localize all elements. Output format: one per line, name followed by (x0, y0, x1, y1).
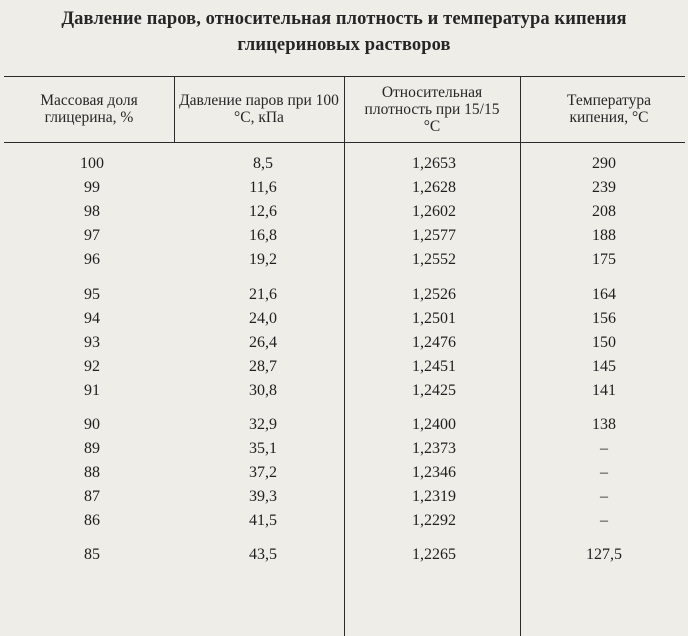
vapor-pressure-cell: 16,8 (249, 227, 277, 244)
mass-fraction-cell: 85 (84, 546, 100, 563)
table-row (4, 462, 685, 484)
mass-fraction-cell: 88 (84, 464, 100, 481)
relative-density-cell: 1,2400 (412, 416, 456, 433)
header-mass-fraction: Массовая доля глицерина, % (40, 92, 138, 126)
table-row (4, 284, 685, 306)
vapor-pressure-cell: 12,6 (249, 203, 277, 220)
mass-fraction-cell: 100 (80, 155, 104, 172)
relative-density-cell: 1,2476 (412, 334, 456, 351)
table-row (4, 414, 685, 436)
mass-fraction-cell: 87 (84, 488, 100, 505)
relative-density-cell: 1,2265 (412, 546, 456, 563)
vapor-pressure-cell: 24,0 (249, 310, 277, 327)
glycerin-table (4, 76, 685, 636)
mass-fraction-cell: 92 (84, 358, 100, 375)
table-row (4, 249, 685, 271)
relative-density-cell: 1,2501 (412, 310, 456, 327)
relative-density-cell: 1,2292 (412, 512, 456, 529)
table-row (4, 201, 685, 223)
mass-fraction-cell: 90 (84, 416, 100, 433)
mass-fraction-cell: 86 (84, 512, 100, 529)
relative-density-cell: 1,2526 (412, 286, 456, 303)
table-row (4, 544, 685, 566)
table-row (4, 153, 685, 175)
table-row (4, 438, 685, 460)
mass-fraction-cell: 93 (84, 334, 100, 351)
boiling-temperature-cell: 290 (592, 155, 616, 172)
boiling-temperature-cell: 150 (592, 334, 616, 351)
vapor-pressure-cell: 35,1 (249, 440, 277, 457)
boiling-temperature-cell: 188 (592, 227, 616, 244)
boiling-temperature-cell: 208 (592, 203, 616, 220)
mass-fraction-cell: 99 (84, 179, 100, 196)
boiling-temperature-cell: 127,5 (586, 546, 622, 563)
relative-density-cell: 1,2319 (412, 488, 456, 505)
table-row (4, 380, 685, 402)
relative-density-cell: 1,2628 (412, 179, 456, 196)
header-relative-density: Относительная плотность при 15/15 °С (364, 83, 500, 135)
mass-fraction-cell: 98 (84, 203, 100, 220)
vapor-pressure-cell: 43,5 (249, 546, 277, 563)
vapor-pressure-cell: 41,5 (249, 512, 277, 529)
boiling-temperature-cell: 156 (592, 310, 616, 327)
table-row (4, 332, 685, 354)
table-row (4, 177, 685, 199)
relative-density-cell: 1,2425 (412, 382, 456, 399)
boiling-temperature-cell: 138 (592, 416, 616, 433)
table-title-line-2: глицериновых растворов (237, 35, 451, 55)
vapor-pressure-cell: 37,2 (249, 464, 277, 481)
boiling-temperature-cell: – (600, 440, 608, 457)
relative-density-cell: 1,2346 (412, 464, 456, 481)
header-boiling-temperature: Температура кипения, °С (567, 92, 651, 126)
mass-fraction-cell: 89 (84, 440, 100, 457)
mass-fraction-cell: 96 (84, 251, 100, 268)
column-divider-1 (174, 76, 175, 142)
table-row (4, 510, 685, 532)
table-title (0, 6, 688, 58)
relative-density-cell: 1,2373 (412, 440, 456, 457)
vapor-pressure-cell: 21,6 (249, 286, 277, 303)
boiling-temperature-cell: 239 (592, 179, 616, 196)
vapor-pressure-cell: 11,6 (249, 179, 277, 196)
relative-density-cell: 1,2653 (412, 155, 456, 172)
table-title-line-1: Давление паров, относительная плотность и температура кипения (61, 9, 627, 29)
vapor-pressure-cell: 39,3 (249, 488, 277, 505)
boiling-temperature-cell: 164 (592, 286, 616, 303)
relative-density-cell: 1,2577 (412, 227, 456, 244)
mass-fraction-cell: 94 (84, 310, 100, 327)
boiling-temperature-cell: – (600, 488, 608, 505)
vapor-pressure-cell: 32,9 (249, 416, 277, 433)
relative-density-cell: 1,2451 (412, 358, 456, 375)
vapor-pressure-cell: 28,7 (249, 358, 277, 375)
mass-fraction-cell: 95 (84, 286, 100, 303)
relative-density-cell: 1,2602 (412, 203, 456, 220)
boiling-temperature-cell: – (600, 512, 608, 529)
mass-fraction-cell: 91 (84, 382, 100, 399)
boiling-temperature-cell: – (600, 464, 608, 481)
vapor-pressure-cell: 30,8 (249, 382, 277, 399)
table-row (4, 356, 685, 378)
boiling-temperature-cell: 175 (592, 251, 616, 268)
vapor-pressure-cell: 19,2 (249, 251, 277, 268)
table-row (4, 308, 685, 330)
boiling-temperature-cell: 141 (592, 382, 616, 399)
boiling-temperature-cell: 145 (592, 358, 616, 375)
relative-density-cell: 1,2552 (412, 251, 456, 268)
header-vapor-pressure: Давление паров при 100 °С, кПа (179, 92, 339, 126)
table-row (4, 225, 685, 247)
mass-fraction-cell: 97 (84, 227, 100, 244)
vapor-pressure-cell: 26,4 (249, 334, 277, 351)
vapor-pressure-cell: 8,5 (253, 155, 273, 172)
table-row (4, 486, 685, 508)
